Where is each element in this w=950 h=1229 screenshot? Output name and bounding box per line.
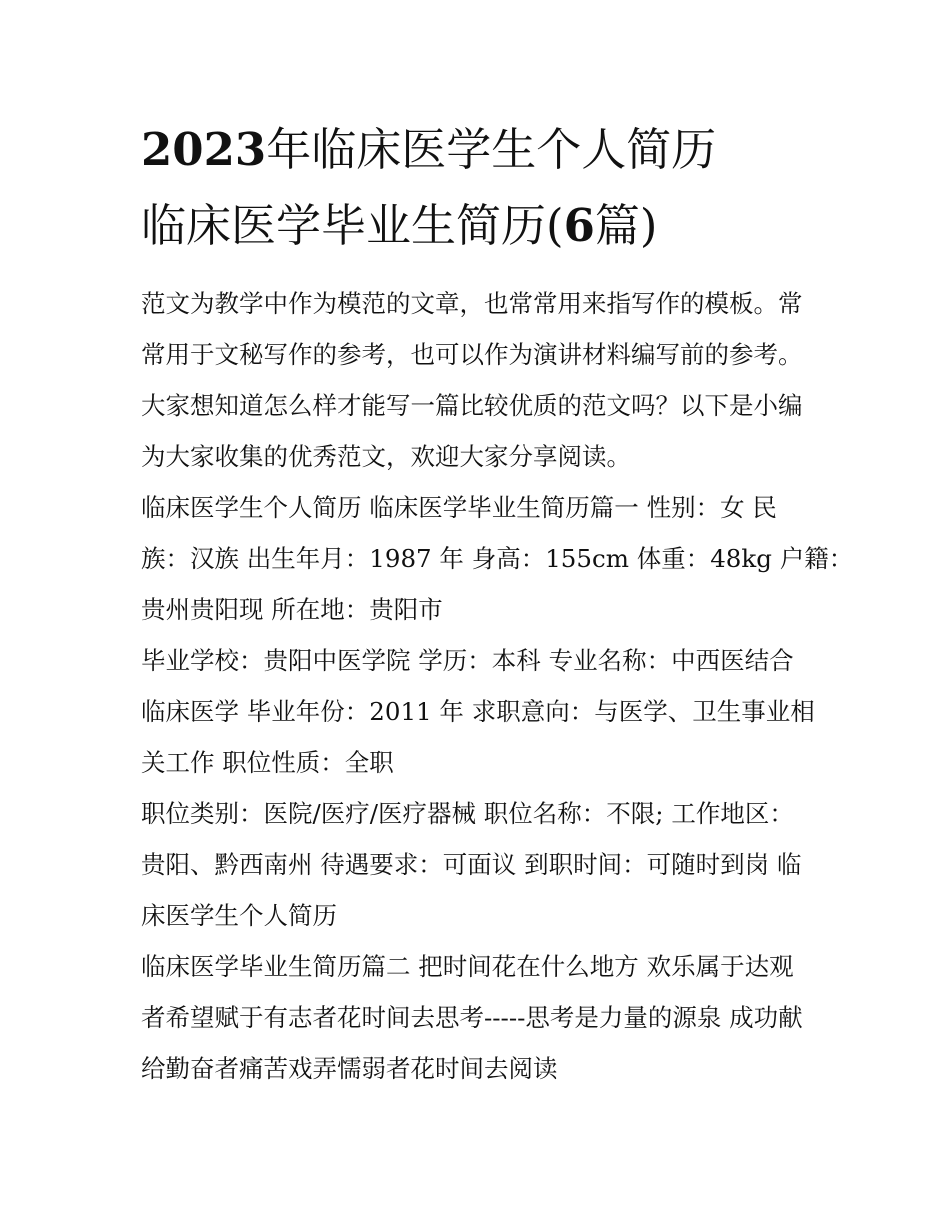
paragraph-education [141, 635, 813, 788]
title-line-1-text: 年临床医学生个人简历 [266, 123, 717, 176]
document-body [141, 278, 854, 1094]
text-line: 关工作 职位性质：全职 [141, 748, 394, 777]
text-line: 给勤奋者痛苦戏弄懦弱者花时间去阅读 [141, 1054, 558, 1083]
title-line-1 [141, 112, 821, 188]
title-line-2-tail: 篇) [594, 199, 658, 252]
paragraph-personal-info [141, 482, 854, 635]
text-line: 为大家收集的优秀范文，欢迎大家分享阅读。 [141, 442, 631, 471]
text-line: 临床医学毕业生简历篇二 把时间花在什么地方 欢乐属于达观 [141, 952, 794, 981]
text-line: 范文为教学中作为模范的文章，也常常用来指写作的模板。常 [141, 289, 803, 318]
text-line: 常用于文秘写作的参考，也可以作为演讲材料编写前的参考。 [141, 340, 803, 369]
paragraph-intro [141, 278, 813, 482]
title-count: 6 [563, 199, 595, 252]
text-line: 贵阳、黔西南州 待遇要求：可面议 到职时间：可随时到岗 临 [141, 850, 802, 879]
document-title [141, 112, 821, 264]
text-line: 族：汉族 出生年月：1987 年 身高：155cm 体重：48kg 户籍： [141, 544, 854, 573]
title-year: 2023 [141, 123, 267, 176]
text-line: 毕业学校：贵阳中医学院 学历：本科 专业名称：中西医结合 [141, 646, 794, 675]
text-line: 贵州贵阳现 所在地：贵阳市 [141, 595, 443, 624]
title-line-2-text: 临床医学毕业生简历( [141, 199, 564, 252]
text-line: 临床医学生个人简历 临床医学毕业生简历篇一 性别：女 民 [141, 493, 777, 522]
title-line-2 [141, 188, 821, 264]
paragraph-article-two [141, 941, 813, 1094]
paragraph-job-intent [141, 788, 813, 941]
text-line: 职位类别：医院/医疗/医疗器械 职位名称：不限; 工作地区： [141, 799, 794, 828]
text-line: 者希望赋于有志者花时间去思考-----思考是力量的源泉 成功献 [141, 1003, 803, 1032]
text-line: 临床医学 毕业年份：2011 年 求职意向：与医学、卫生事业相 [141, 697, 815, 726]
text-line: 大家想知道怎么样才能写一篇比较优质的范文吗？以下是小编 [141, 391, 803, 420]
text-line: 床医学生个人简历 [141, 901, 337, 930]
